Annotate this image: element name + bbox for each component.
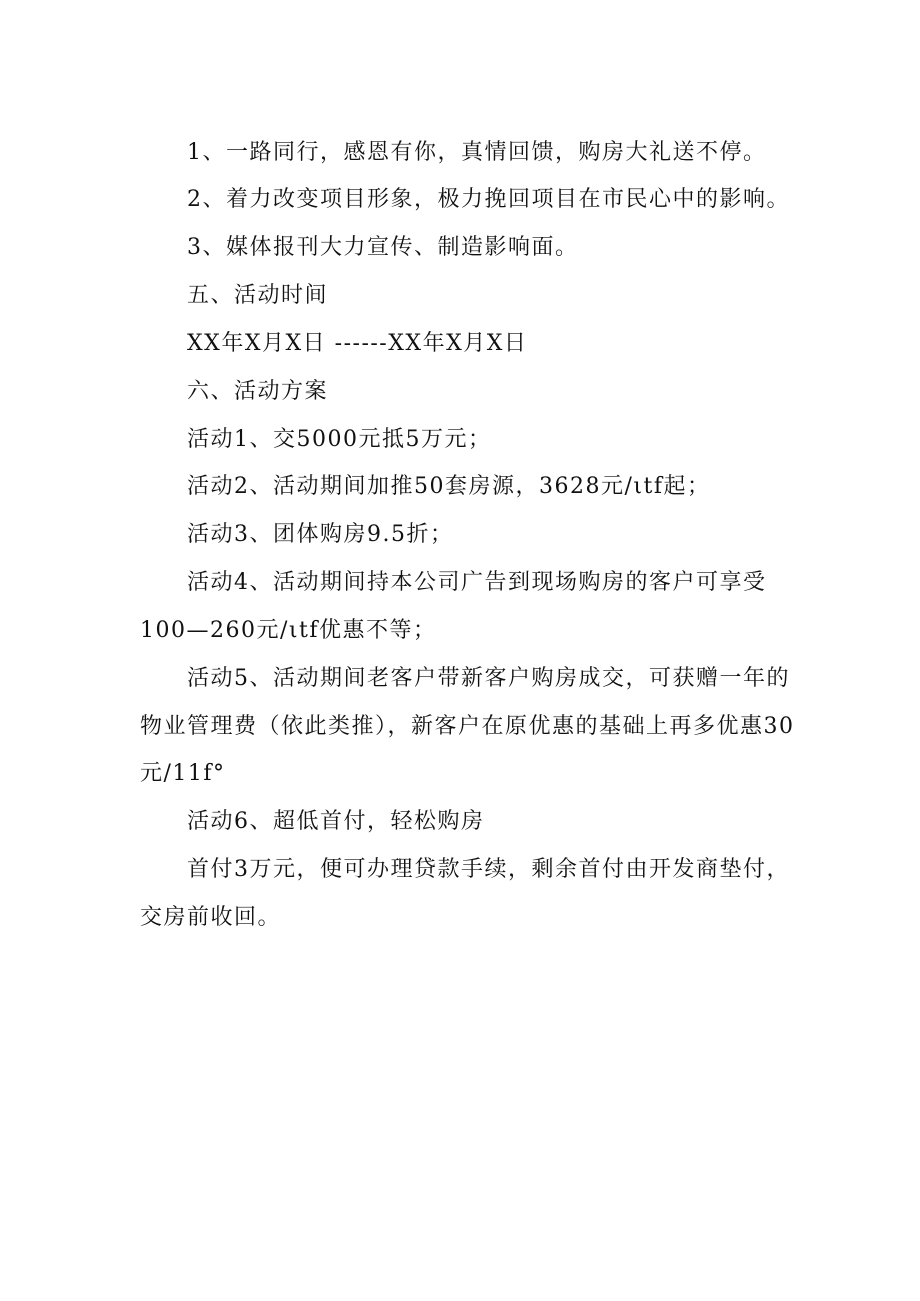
goal-item-3: 3、媒体报刊大力宣传、制造影响面。 bbox=[187, 235, 579, 260]
activity-3: 活动3、团体购房9.5折； bbox=[187, 522, 454, 547]
section-heading-time: 五、活动时间 bbox=[187, 283, 329, 308]
activity-date-range: XX年X月X日 ------XX年X月X日 bbox=[187, 331, 528, 356]
activity-5-line-3: 元/11f° bbox=[140, 761, 226, 786]
activity-4-line-2: 100—260元/ιtf优惠不等； bbox=[140, 618, 437, 643]
goal-item-2: 2、着力改变项目形象，极力挽回项目在市民心中的影响。 bbox=[187, 187, 790, 212]
goal-item-1: 1、一路同行，感恩有你，真情回馈，购房大礼送不停。 bbox=[187, 140, 767, 165]
down-payment-line-2: 交房前收回。 bbox=[140, 905, 282, 930]
activity-5-line-2: 物业管理费（依此类推），新客户在原优惠的基础上再多优惠30 bbox=[140, 714, 795, 739]
activity-1: 活动1、交5000元抵5万元； bbox=[187, 427, 492, 452]
activity-4-line-1: 活动4、活动期间持本公司广告到现场购房的客户可享受 bbox=[187, 570, 767, 595]
activity-6: 活动6、超低首付，轻松购房 bbox=[187, 809, 485, 834]
activity-2: 活动2、活动期间加推50套房源，3628元/ιtf起； bbox=[187, 474, 711, 499]
section-heading-plan: 六、活动方案 bbox=[187, 379, 329, 404]
activity-5-line-1: 活动5、活动期间老客户带新客户购房成交，可获赠一年的 bbox=[187, 666, 790, 691]
down-payment-line-1: 首付3万元，便可办理贷款手续，剩余首付由开发商垫付， bbox=[187, 857, 790, 882]
